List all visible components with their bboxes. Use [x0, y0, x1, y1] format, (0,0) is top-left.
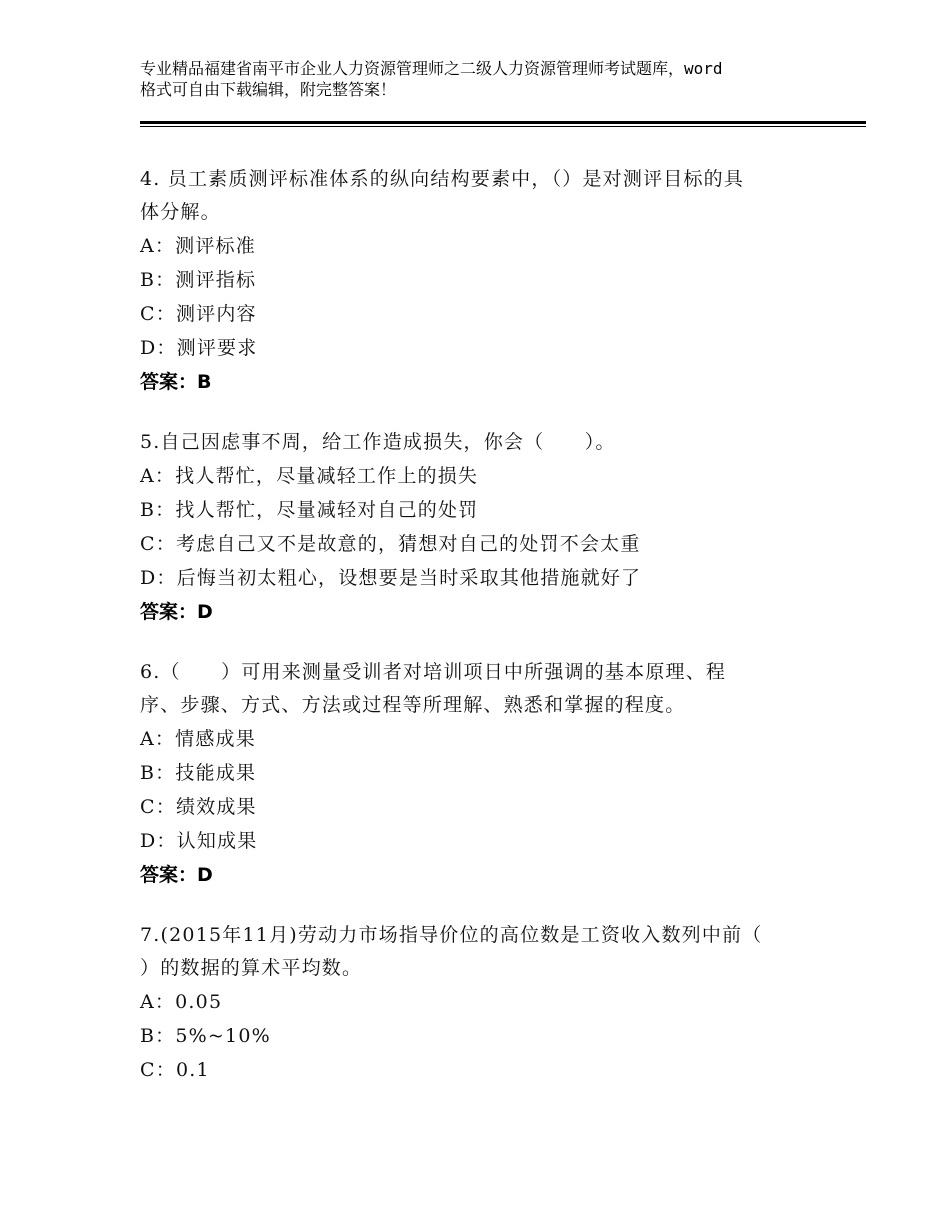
option-b: B：测评指标	[140, 269, 257, 291]
option-a: A：情感成果	[140, 728, 256, 750]
option-b: B：找人帮忙，尽量减轻对自己的处罚	[140, 499, 479, 521]
answer-label: 答案：D	[140, 864, 213, 886]
document-header	[140, 58, 840, 100]
question-stem-line: 7.(2015年11月)劳动力市场指导价位的高位数是工资收入数列中前（	[140, 924, 763, 946]
question-stem-line: 5.自己因虑事不周，给工作造成损失，你会（ ）。	[140, 431, 616, 453]
question-5	[140, 426, 820, 629]
option-d: D：测评要求	[140, 337, 258, 359]
option-c: C：0.1	[140, 1059, 210, 1081]
header-divider-thick	[140, 121, 866, 124]
option-a: A：测评标准	[140, 235, 256, 257]
question-6	[140, 656, 820, 892]
question-stem-line: 体分解。	[140, 201, 221, 223]
option-c: C：考虑自己又不是故意的，猜想对自己的处罚不会太重	[140, 533, 641, 555]
question-list	[140, 163, 820, 1114]
option-b: B：5%~10%	[140, 1025, 271, 1047]
option-c: C：测评内容	[140, 303, 257, 325]
header-divider-thin	[140, 126, 866, 127]
option-b: B：技能成果	[140, 762, 257, 784]
question-7	[140, 919, 820, 1087]
question-4	[140, 163, 820, 399]
option-d: D：后悔当初太粗心，设想要是当时采取其他措施就好了	[140, 567, 642, 589]
question-stem-line: 6.（ ）可用来测量受训者对培训项日中所强调的基本原理、程	[140, 661, 727, 683]
question-stem-line: 序、步骤、方式、方法或过程等所理解、熟悉和掌握的程度。	[140, 694, 686, 716]
answer-label: 答案：D	[140, 601, 213, 623]
question-stem-line: 4. 员工素质测评标准体系的纵向结构要素中，（）是对测评目标的具	[140, 168, 745, 190]
option-a: A：0.05	[140, 991, 223, 1013]
header-line-1: 专业精品福建省南平市企业人力资源管理师之二级人力资源管理师考试题库，word	[140, 59, 723, 78]
answer-label: 答案：B	[140, 371, 212, 393]
option-a: A：找人帮忙，尽量减轻工作上的损失	[140, 465, 479, 487]
option-c: C：绩效成果	[140, 796, 257, 818]
header-line-2: 格式可自由下载编辑，附完整答案！	[140, 80, 397, 99]
question-stem-line: ）的数据的算术平均数。	[140, 957, 363, 979]
option-d: D：认知成果	[140, 830, 258, 852]
